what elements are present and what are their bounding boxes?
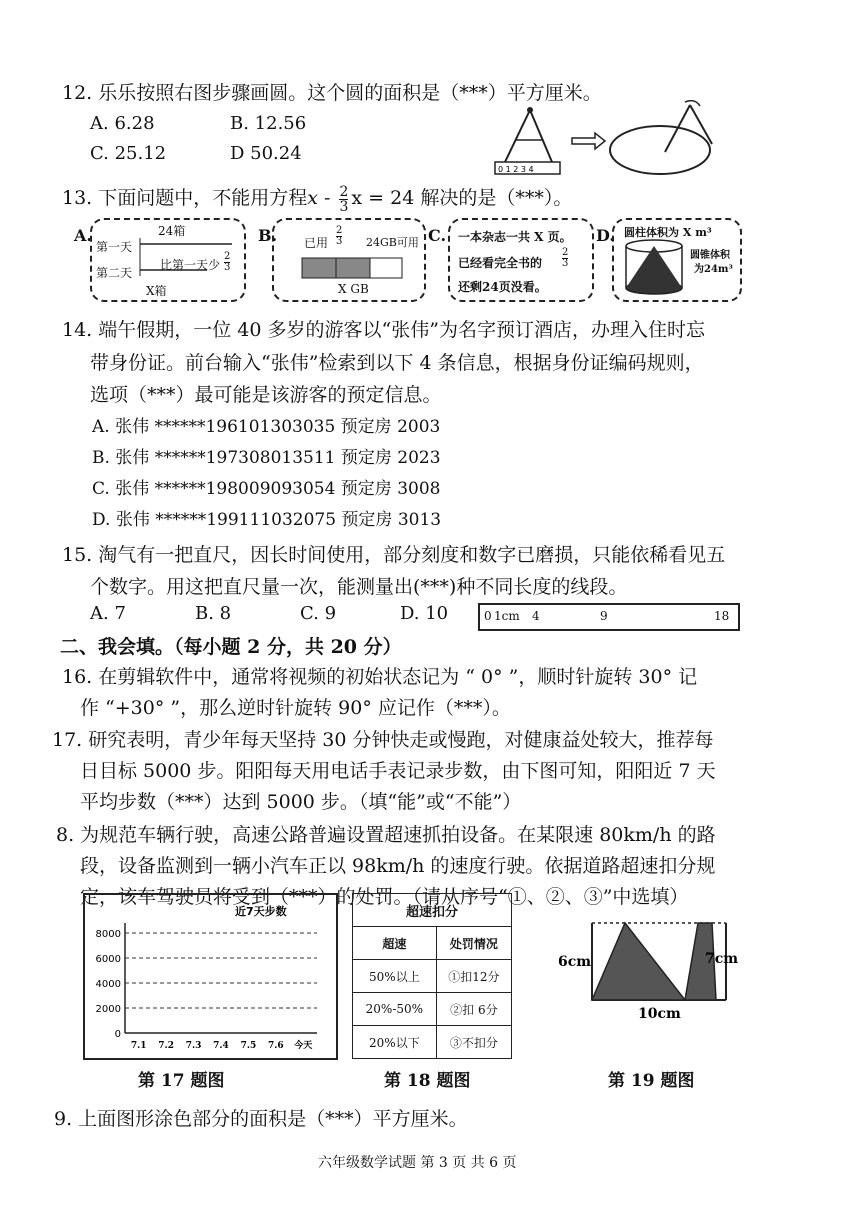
- q17-line3: 平均步数（***）达到 5000 步。（填“能”或“不能”）: [80, 791, 522, 813]
- q13-optA-fd: 3: [224, 262, 231, 273]
- table-header-speed: 超速: [353, 927, 437, 960]
- q18-line1: 8. 为规范车辆行驶，高速公路普遍设置超速抓拍设备。在某限速 80km/h 的路: [56, 824, 716, 846]
- table-row-1-speed: 50%以上: [353, 960, 437, 993]
- q13-optA-day1: 第一天: [96, 240, 133, 254]
- q13-optC-fd: 3: [562, 258, 569, 269]
- q13-option-c-box: [448, 218, 594, 302]
- table-row-2-speed: 20%-50%: [353, 993, 437, 1026]
- q13-eq-tail: x = 24 解决的是（***）。: [351, 187, 573, 209]
- q14-line3: 选项（***）最可能是该游客的预定信息。: [90, 384, 442, 406]
- chart-x-tick-label: 7.4: [213, 1041, 229, 1051]
- q13-frac-num: 2: [339, 183, 349, 200]
- table-row-1-penalty: ①扣12分: [436, 960, 511, 993]
- caption-fig19: 第 19 题图: [608, 1071, 695, 1091]
- caption-fig18: 第 18 题图: [384, 1071, 471, 1091]
- q13-optC-l1: 一本杂志一共 X 页。: [458, 230, 572, 244]
- q12-compass-figure: [490, 100, 730, 180]
- table-row-3-penalty: ③不扣分: [436, 1026, 511, 1059]
- q15-ruler-9: 9: [600, 609, 608, 623]
- q13-optC-letter: C.: [428, 226, 447, 245]
- q13-optA-day2: 第二天: [96, 266, 133, 280]
- q15-option-d: D. 10: [400, 603, 449, 624]
- table-row-2-penalty: ②扣 6分: [436, 993, 511, 1026]
- q16-line1: 16. 在剪辑软件中，通常将视频的初始状态记为 “ 0° ”，顺时针旋转 30° 记: [62, 666, 698, 688]
- q14-line2: 带身份证。前台输入“张伟”检索到以下 4 条信息，根据身份证编码规则，: [90, 352, 704, 374]
- q13-frac-den: 3: [339, 198, 349, 215]
- q14-line1: 14. 端午假期，一位 40 多岁的游客以“张伟”为名字预订酒店，办理入住时忘: [62, 319, 705, 341]
- q13-stem: [62, 183, 572, 214]
- q12-stem: 12. 乐乐按照右图步骤画圆。这个圆的面积是（***）平方厘米。: [62, 82, 602, 104]
- caption-fig17: 第 17 题图: [138, 1071, 225, 1091]
- chart-x-tick-label: 7.6: [268, 1041, 284, 1051]
- penalty-table: [352, 893, 512, 1059]
- q13-optC-l3: 还剩24页没看。: [458, 280, 547, 294]
- q15-line2: 个数字。用这把直尺量一次，能测量出(***)种不同长度的线段。: [90, 576, 628, 598]
- q13-optD-l2: 圆锥体积: [690, 250, 730, 261]
- q14-option-d: D. 张伟 ******199111032075 预定房 3013: [92, 510, 442, 530]
- q13-optD-l3: 为24m³: [694, 264, 733, 275]
- q15-option-a: A. 7: [90, 603, 126, 624]
- chart-x-tick-label: 7.1: [130, 1041, 147, 1051]
- q15-ruler-18: 18: [714, 609, 730, 623]
- q13-optC-l2: 已经看完全书的: [458, 256, 543, 270]
- q14-option-a: A. 张伟 ******196101303035 预定房 2003: [92, 417, 441, 437]
- q13-option-d-box: [612, 218, 742, 302]
- q15-option-b: B. 8: [195, 603, 232, 624]
- q16-line2: 作 “+30° ”，那么逆时针旋转 90° 应记作（***）。: [80, 697, 511, 719]
- chart-y-tick-label: 4000: [95, 979, 121, 990]
- q13-optC-fn: 2: [562, 247, 569, 258]
- q14-option-c: C. 张伟 ******198009093054 预定房 3008: [92, 479, 441, 499]
- q15-option-c: C. 9: [300, 603, 337, 624]
- q13-option-a-box: [90, 218, 246, 302]
- fig19-label-bottom: 10cm: [638, 1006, 681, 1022]
- table-header-penalty: 处罚情况: [436, 927, 511, 960]
- q12-option-b: B. 12.56: [230, 113, 307, 134]
- q13-optA-fn: 2: [224, 251, 231, 262]
- q13-stem-text: 13. 下面问题中，不能用方程: [62, 187, 308, 209]
- q13-option-b-box: [272, 218, 426, 302]
- chart-x-tick-label: 7.5: [240, 1041, 257, 1051]
- step-chart: [83, 893, 338, 1060]
- fig19-label-right: 7cm: [705, 951, 739, 967]
- q12-option-c: C. 25.12: [90, 143, 167, 164]
- shaded-figure: [550, 908, 750, 1028]
- q18-line3: 定，该车驾驶员将受到（***）的处罚。（请从序号“①、②、③”中选填）: [80, 886, 689, 908]
- q13-optB-letter: B.: [258, 226, 278, 245]
- q13-optA-less: 比第一天少: [160, 258, 221, 272]
- q13-optD-letter: D.: [596, 226, 615, 245]
- q15-ruler: [478, 603, 740, 631]
- chart-title: 近7天步数: [235, 905, 287, 918]
- q15-ruler-1cm: 1cm: [494, 609, 520, 623]
- chart-x-tick-label: 7.3: [185, 1041, 202, 1051]
- section-heading: 二、我会填。（每小题 2 分，共 20 分）: [60, 636, 402, 658]
- q13-optA-label: 24箱: [158, 224, 186, 238]
- q13-optB-avail: 24GB可用: [366, 236, 419, 249]
- chart-x-tick-label: 今天: [294, 1041, 313, 1051]
- q12-option-a: A. 6.28: [90, 113, 155, 134]
- fig19-label-left: 6cm: [558, 954, 592, 970]
- table-title: 超速扣分: [353, 894, 512, 927]
- q17-line2: 日目标 5000 步。阳阳每天用电话手表记录步数，由下图可知，阳阳近 7 天: [80, 760, 716, 782]
- chart-y-tick-label: 6000: [95, 954, 121, 965]
- q12-ruler-label: 0 1 2 3 4: [498, 165, 534, 174]
- q15-ruler-0: 0: [484, 609, 492, 623]
- q13-optA-x: X箱: [146, 284, 167, 298]
- q12-option-d: D 50.24: [230, 143, 302, 164]
- q13-optB-fd: 3: [336, 236, 343, 247]
- q15-line1: 15. 淘气有一把直尺，因长时间使用，部分刻度和数字已磨损，只能依稀看见五: [62, 544, 726, 566]
- q13-optA-letter: A.: [74, 226, 92, 245]
- table-row-3-speed: 20%以下: [353, 1026, 437, 1059]
- chart-y-tick-label: 8000: [95, 929, 121, 940]
- q17-line1: 17. 研究表明，青少年每天坚持 30 分钟快走或慢跑，对健康益处较大，推荐每: [52, 729, 714, 751]
- page-footer: 六年级数学试题 第 3 页 共 6 页: [318, 1155, 517, 1171]
- q13-optD-l1: 圆柱体积为 X m³: [624, 226, 712, 239]
- chart-y-tick-label: 2000: [95, 1004, 121, 1015]
- chart-x-tick-label: 7.2: [158, 1041, 174, 1051]
- q13-eq: x -: [307, 187, 337, 209]
- q19-stem: 9. 上面图形涂色部分的面积是（***）平方厘米。: [54, 1108, 468, 1130]
- q13-optB-used: 已用: [304, 236, 329, 250]
- chart-y-tick-label: 0: [114, 1029, 121, 1040]
- q18-line2: 段，设备监测到一辆小汽车正以 98km/h 的速度行驶。依据道路超速扣分规: [80, 855, 716, 877]
- q13-optB-x: X GB: [338, 282, 369, 296]
- q13-optB-fn: 2: [336, 225, 343, 236]
- q14-option-b: B. 张伟 ******197308013511 预定房 2023: [92, 448, 441, 468]
- q15-ruler-4: 4: [532, 609, 540, 623]
